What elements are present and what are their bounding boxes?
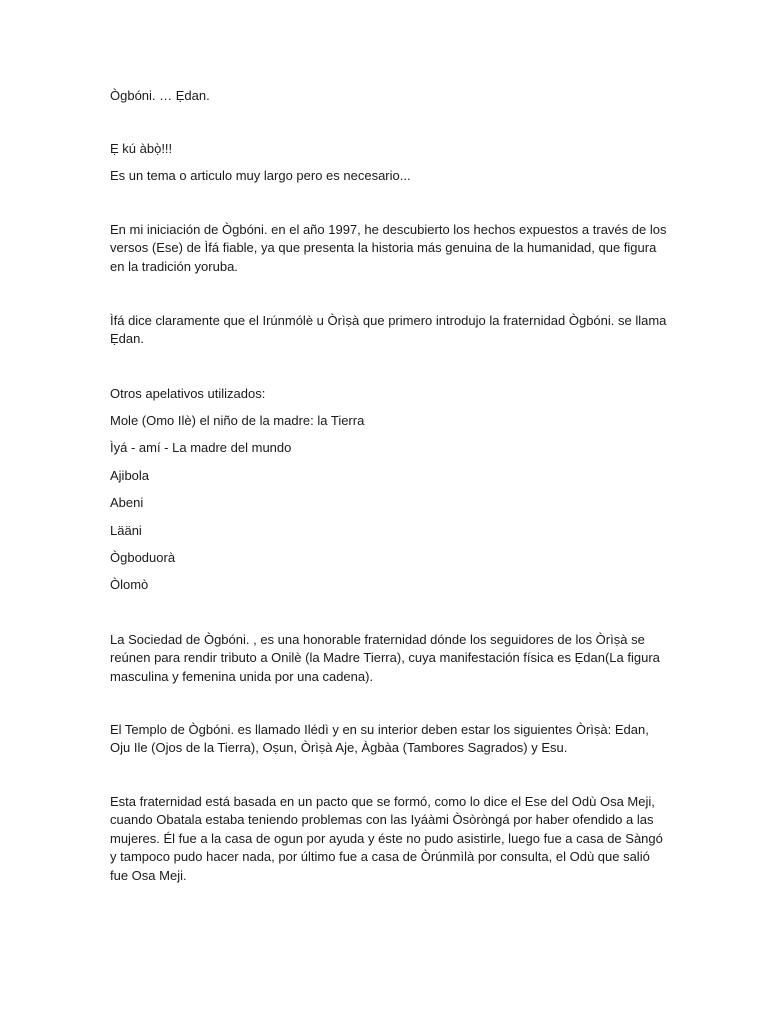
other-name-item: Mole (Omo Ilè) el niño de la madre: la Tierra (110, 413, 365, 428)
greeting-line: Ẹ kú àbọ̀!!! (110, 141, 173, 156)
society-paragraph: La Sociedad de Ògbóni. , es una honorable fraternidad dónde los seguidores de los Òrìṣà se reúnen para rendir tributo a Onilè (la Madre Tierra), cuya manifestación física es Ẹdan(La figura masculina y femenina unida por una cadena). (110, 632, 660, 684)
ifa-paragraph: Ìfá dice claramente que el Irúnmólè u Òrìṣà que primero introdujo la fraternidad Ògbóni. se llama Ẹdan. (110, 313, 667, 347)
intro-line: Es un tema o articulo muy largo pero es necesario... (110, 168, 411, 183)
pact-paragraph: Esta fraternidad está basada en un pacto que se formó, como lo dice el Ese del Odù Osa Meji, cuando Obatala estaba teniendo problemas con las Iyáàmi Òsòròngá por haber ofendido a las mujeres. Él fue a la casa de ogun por ayuda y éste no pudo asistirle, luego fue a casa de Sàngó y tampoco pudo hacer nada, por último fue a casa de Òrúnmìlà por consulta, el Odù que salió fue Osa Meji. (110, 794, 663, 883)
temple-paragraph: El Templo de Ògbóni. es llamado Ilédì y en su interior deben estar los siguientes Òrìṣà: Edan, Oju Ile (Ojos de la Tierra), Oṣun, Òrìṣà Aje, Àgbàa (Tambores Sagrados) y Esu. (110, 722, 649, 756)
other-name-item: Ìyá - amí - La madre del mundo (110, 440, 292, 455)
initiation-paragraph: En mi iniciación de Ògbóni. en el año 1997, he descubierto los hechos expuestos a través de los versos (Ese) de Ìfá fiable, ya que presenta la historia más genuina de la humanidad, que figura en la tradición yoruba. (110, 222, 667, 274)
other-name-item: Ògboduorà (110, 550, 176, 565)
other-name-item: Ajibola (110, 468, 150, 483)
document-title: Ògbóni. … Ẹdan. (110, 88, 210, 103)
other-name-item: Abeni (110, 495, 144, 510)
other-names-heading: Otros apelativos utilizados: (110, 386, 266, 401)
other-name-item: Lääni (110, 523, 142, 538)
other-name-item: Òlomò (110, 577, 149, 592)
